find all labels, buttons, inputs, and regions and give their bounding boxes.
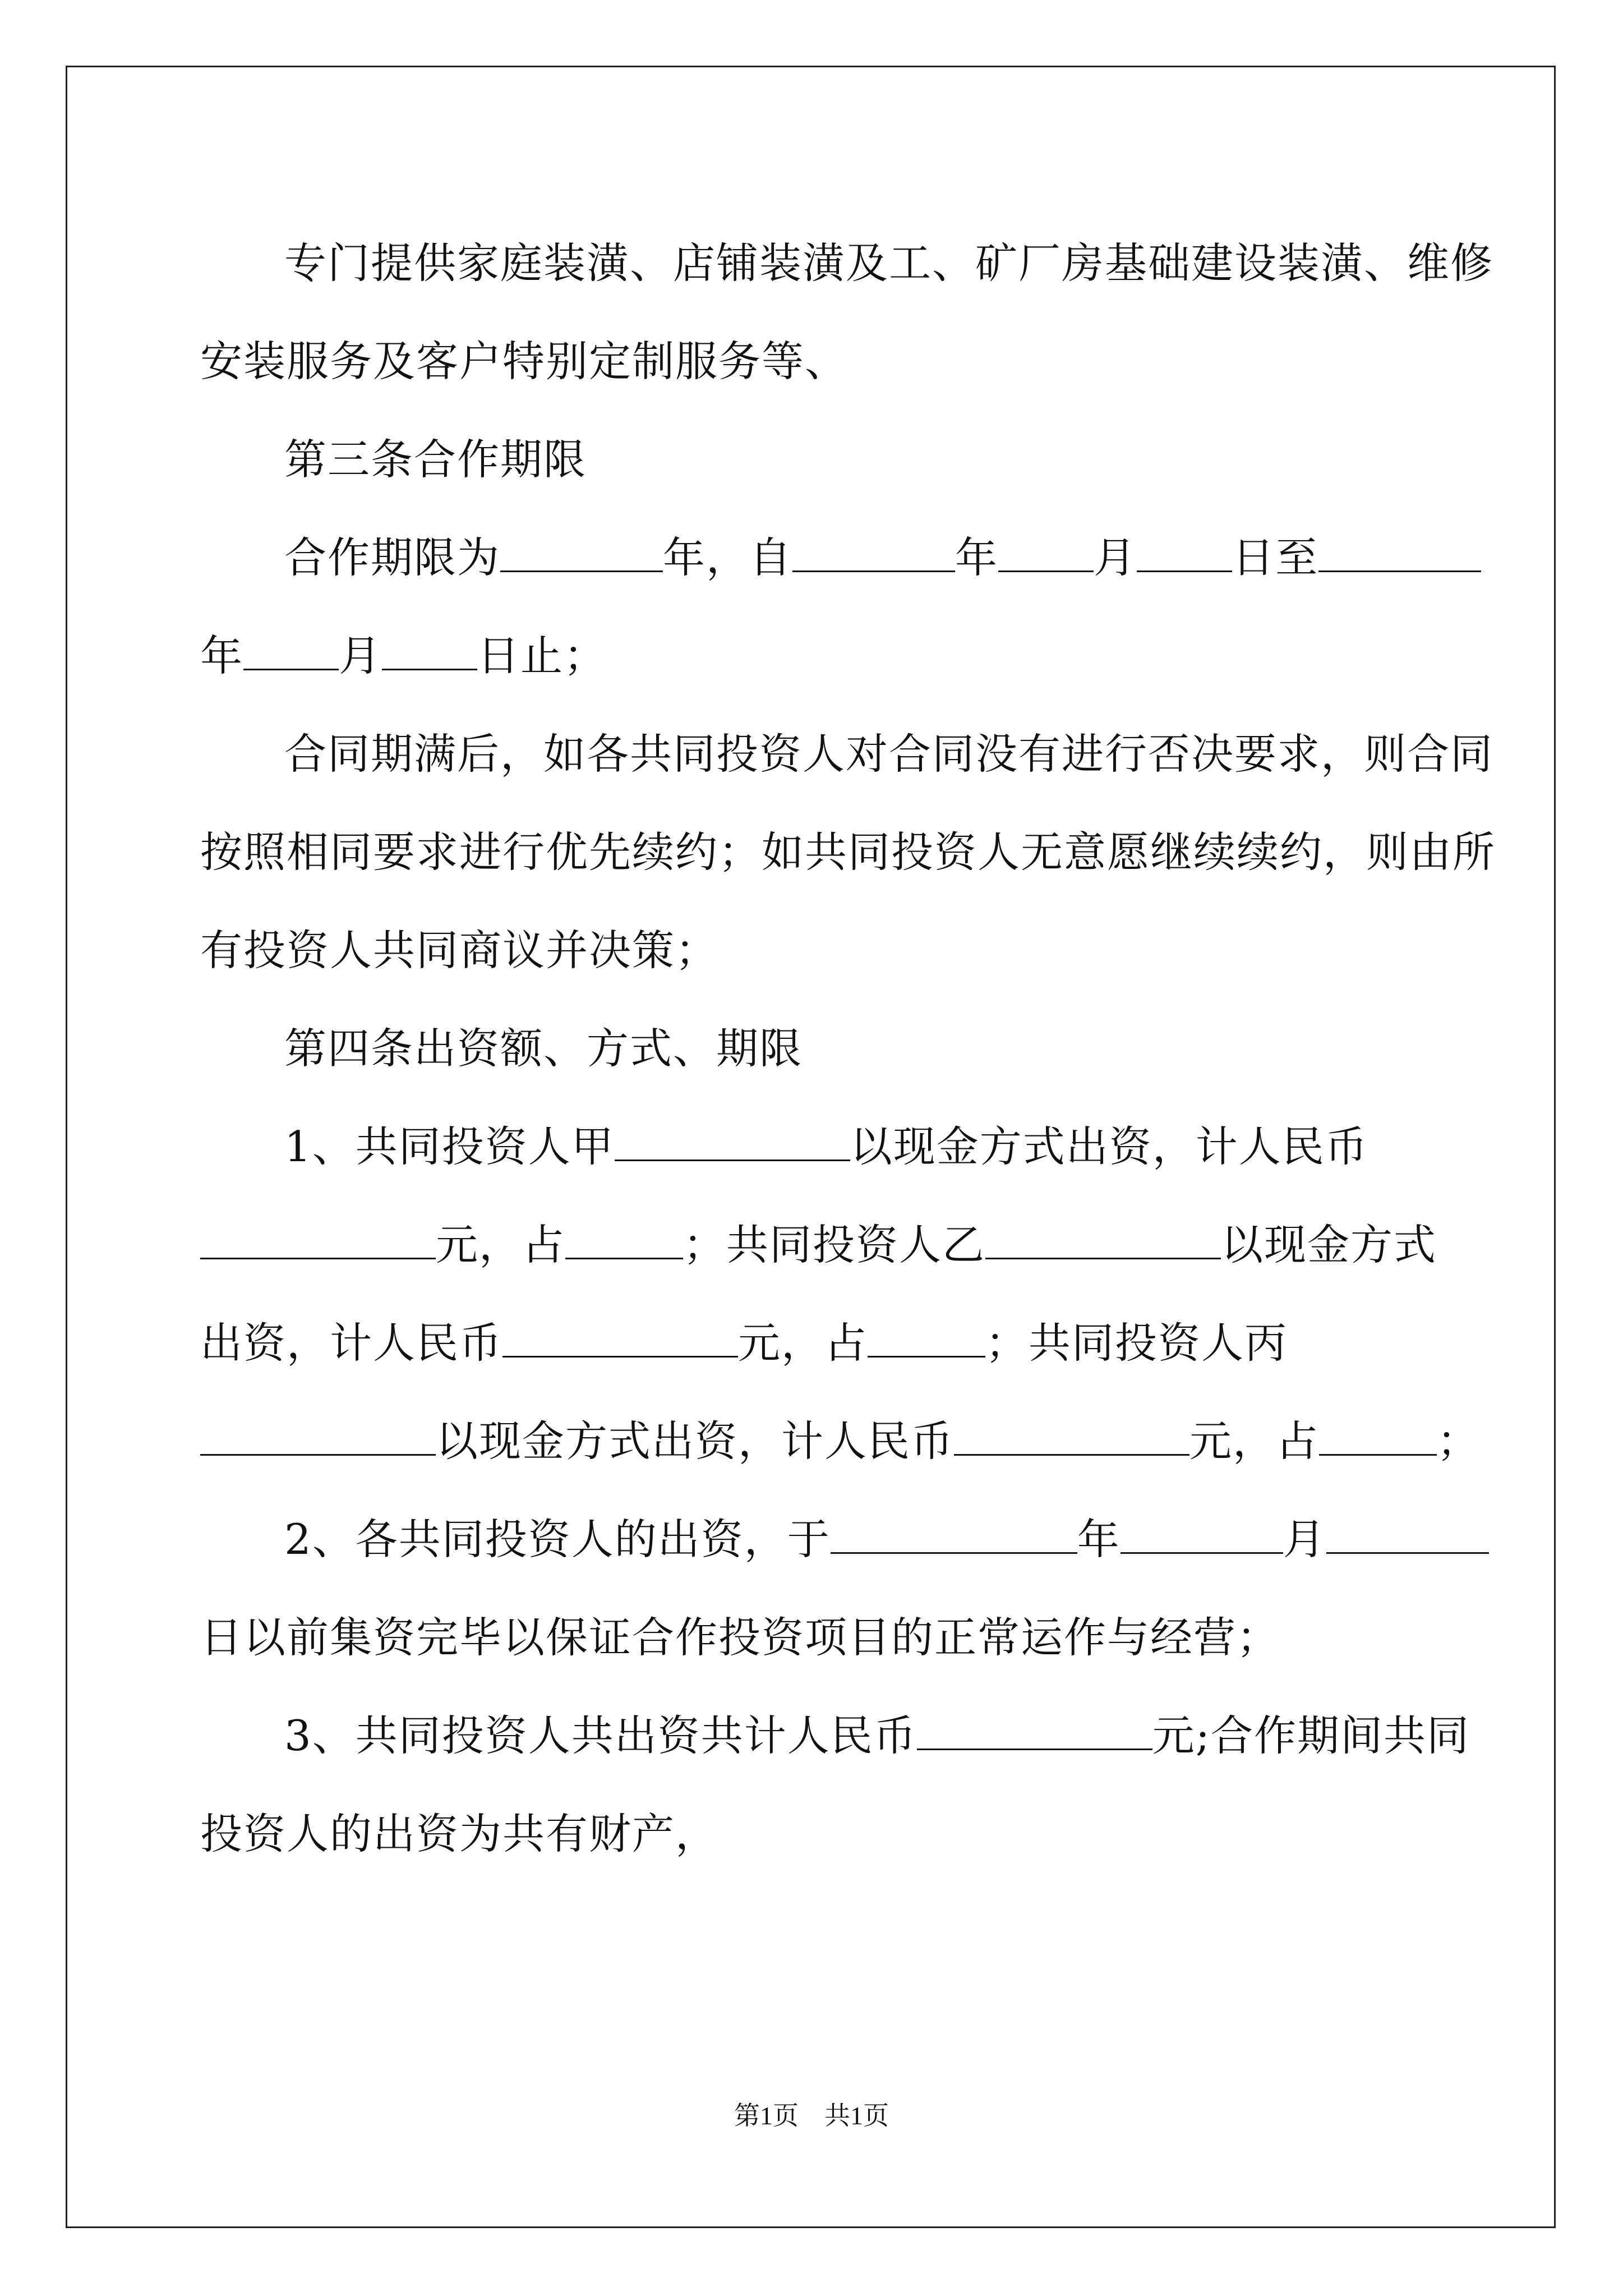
fill-blank[interactable]: [200, 1419, 436, 1456]
text: 月: [1094, 533, 1137, 582]
fill-blank[interactable]: [985, 1223, 1221, 1259]
text: 2、各共同投资人的出资，于: [284, 1515, 831, 1564]
paragraph-line: [200, 607, 1420, 705]
fill-blank[interactable]: [243, 634, 339, 670]
text: 元;合作期间共同: [1152, 1711, 1470, 1760]
fill-blank[interactable]: [500, 536, 663, 572]
paragraph-line: [200, 1098, 1420, 1196]
paragraph-line: [200, 1392, 1481, 1490]
text: 以现金方式出资，计人民币: [436, 1416, 955, 1466]
text: 年: [200, 631, 244, 680]
paragraph-line: [200, 312, 1420, 411]
section-heading: [200, 1000, 1420, 1098]
text: 元，占: [738, 1318, 868, 1368]
paragraph-line: [200, 214, 1494, 312]
text: 投资人的出资为共有财产，: [200, 1809, 719, 1858]
section-heading: [200, 411, 1420, 509]
paragraph-line: [200, 803, 1496, 901]
fill-blank[interactable]: [1318, 536, 1481, 572]
paragraph-line: [200, 1294, 1420, 1392]
fill-blank[interactable]: [1121, 1517, 1283, 1554]
text: 3、共同投资人共出资共计人民币: [284, 1711, 917, 1760]
text: ；: [1437, 1416, 1481, 1466]
fill-blank[interactable]: [502, 1321, 738, 1358]
fill-blank[interactable]: [382, 634, 477, 670]
paragraph-line: [200, 901, 1420, 1000]
text: 日止；: [477, 631, 607, 680]
document-body: [200, 214, 1496, 1883]
page-number-footer: 第1页 共1页: [734, 2101, 889, 2130]
heading-text: 第四条出资额、方式、期限: [284, 1024, 803, 1073]
fill-blank[interactable]: [1137, 536, 1232, 572]
fill-blank[interactable]: [917, 1714, 1152, 1750]
text: 年: [1077, 1515, 1121, 1564]
text: ；共同投资人丙: [985, 1318, 1288, 1368]
paragraph-line: [200, 1687, 1470, 1785]
text: 元，占: [1189, 1416, 1320, 1466]
text: 元，占: [436, 1220, 566, 1269]
paragraph-line: [200, 1196, 1437, 1294]
fill-blank[interactable]: [954, 1419, 1189, 1456]
text: 按照相同要求进行优先续约；如共同投资人无意愿继续续约，则由所: [200, 827, 1496, 877]
heading-text: 第三条合作期限: [284, 435, 587, 484]
paragraph-line: [200, 1589, 1420, 1687]
text: ；共同投资人乙: [683, 1220, 986, 1269]
text: 月: [339, 631, 382, 680]
text: 合作期限为: [284, 533, 501, 582]
fill-blank[interactable]: [831, 1517, 1077, 1554]
paragraph-line: [200, 509, 1420, 607]
text: 以现金方式: [1221, 1220, 1437, 1269]
text: 1、共同投资人甲: [284, 1122, 615, 1171]
paragraph-line: [200, 705, 1494, 803]
fill-blank[interactable]: [615, 1125, 850, 1161]
fill-blank[interactable]: [1319, 1419, 1437, 1456]
text: 以现金方式出资，计人民币: [850, 1122, 1368, 1171]
text: 年，自: [663, 533, 793, 582]
text: 出资，计人民币: [200, 1318, 503, 1368]
text: 专门提供家庭装潢、店铺装潢及工、矿厂房基础建设装潢、维修: [284, 238, 1494, 288]
text: 有投资人共同商议并决策；: [200, 926, 719, 975]
text: 合同期满后，如各共同投资人对合同没有进行否决要求，则合同: [284, 729, 1494, 779]
text: 日以前集资完毕以保证合作投资项目的正常运作与经营；: [200, 1613, 1280, 1662]
fill-blank[interactable]: [1326, 1517, 1489, 1554]
fill-blank[interactable]: [200, 1223, 436, 1259]
fill-blank[interactable]: [792, 536, 955, 572]
paragraph-line: [200, 1785, 1420, 1883]
text: 日至: [1232, 533, 1319, 582]
text: 年: [955, 533, 999, 582]
text: 月: [1283, 1515, 1326, 1564]
text: 安装服务及客户特别定制服务等、: [200, 337, 849, 386]
fill-blank[interactable]: [868, 1321, 985, 1358]
paragraph-line: [200, 1490, 1420, 1589]
fill-blank[interactable]: [565, 1223, 683, 1259]
fill-blank[interactable]: [998, 536, 1094, 572]
